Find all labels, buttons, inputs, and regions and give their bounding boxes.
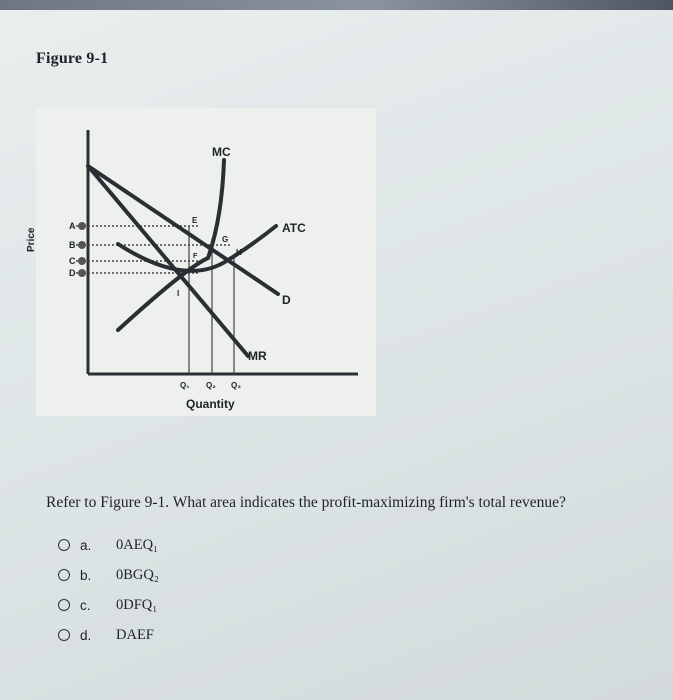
option-text: 0DFQ₁ bbox=[116, 596, 158, 613]
price-axis-label: Price bbox=[26, 227, 37, 252]
price-label-a: A bbox=[69, 221, 76, 231]
option-letter: b. bbox=[80, 567, 92, 583]
demand-label: D bbox=[282, 293, 291, 307]
radio-button-icon[interactable] bbox=[58, 539, 70, 551]
answer-options bbox=[58, 530, 159, 650]
option-letter: a. bbox=[80, 537, 92, 553]
price-label-b: B bbox=[69, 240, 76, 250]
quantity-tick-q1: Q₁ bbox=[180, 381, 190, 390]
mc-label: MC bbox=[212, 145, 231, 159]
option-letter: c. bbox=[80, 597, 91, 613]
point-f-label: F bbox=[193, 253, 198, 260]
radio-button-icon[interactable] bbox=[58, 599, 70, 611]
price-marker-a bbox=[78, 222, 86, 230]
price-marker-d bbox=[78, 269, 86, 277]
quantity-tick-q2: Q₂ bbox=[206, 381, 216, 390]
option-letter: d. bbox=[80, 627, 92, 643]
quiz-page bbox=[0, 10, 673, 700]
option-a[interactable] bbox=[58, 530, 159, 560]
price-label-d: D bbox=[69, 268, 76, 278]
radio-button-icon[interactable] bbox=[58, 569, 70, 581]
radio-button-icon[interactable] bbox=[58, 629, 70, 641]
quantity-axis-label: Quantity bbox=[186, 397, 235, 411]
atc-label: ATC bbox=[282, 221, 306, 235]
option-b[interactable] bbox=[58, 560, 159, 590]
option-d[interactable] bbox=[58, 620, 159, 650]
option-text: 0BGQ₂ bbox=[116, 566, 159, 583]
figure-title: Figure 9-1 bbox=[36, 50, 109, 67]
point-h-label: H bbox=[236, 248, 242, 257]
option-c[interactable] bbox=[58, 590, 159, 620]
price-label-c: C bbox=[69, 256, 76, 266]
mr-label: MR bbox=[248, 349, 267, 363]
price-marker-c bbox=[78, 257, 86, 265]
point-i-label: I bbox=[177, 289, 180, 298]
option-text: 0AEQ₁ bbox=[116, 536, 159, 553]
browser-top-bar bbox=[0, 0, 673, 10]
quantity-tick-q3: Q₃ bbox=[231, 381, 241, 390]
economics-graph-svg bbox=[26, 108, 376, 416]
question-text: Refer to Figure 9-1. What area indicates the profit-maximizing firm's total revenue? bbox=[46, 494, 566, 511]
price-marker-b bbox=[78, 241, 86, 249]
point-g-label: G bbox=[222, 235, 229, 244]
option-text: DAEF bbox=[116, 626, 154, 643]
point-e-label: E bbox=[192, 216, 198, 225]
figure-graph bbox=[26, 108, 376, 416]
